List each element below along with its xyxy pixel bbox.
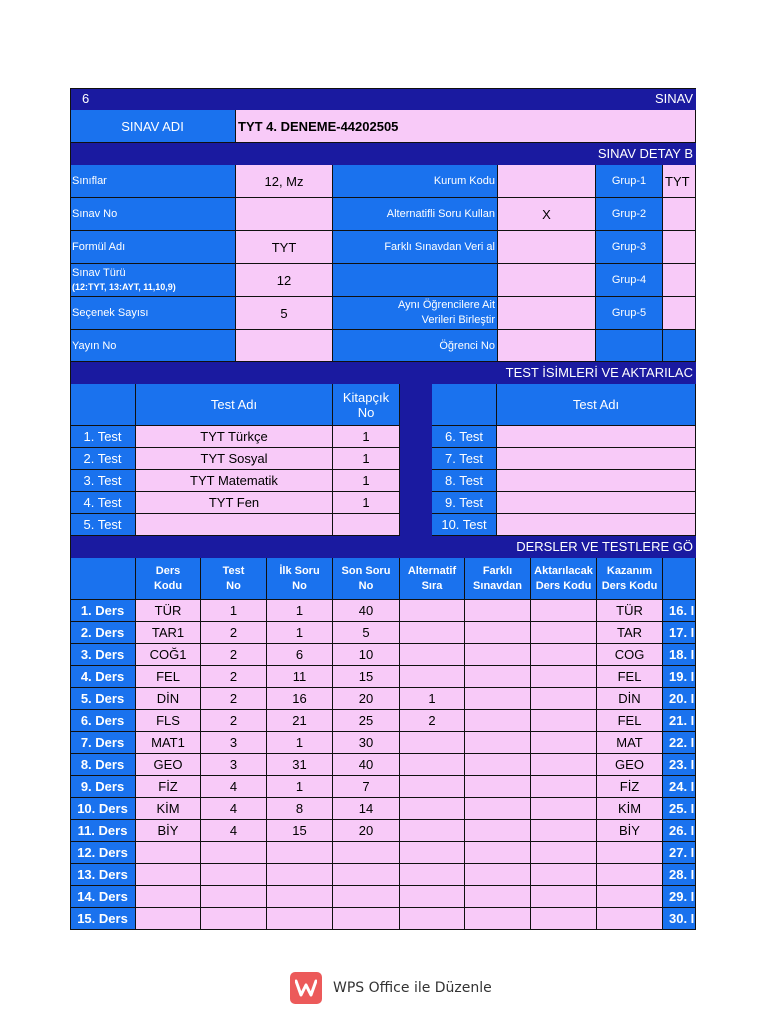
middle-value-2[interactable]: X	[498, 198, 596, 231]
middle-value-1[interactable]	[498, 165, 596, 198]
test-row-name-right[interactable]	[497, 514, 696, 536]
course-diff-cell[interactable]	[465, 732, 531, 754]
course-diff-cell[interactable]	[465, 864, 531, 886]
course-kazanim-cell[interactable]	[597, 908, 663, 930]
middle-label-1: Kurum Kodu	[333, 165, 498, 198]
course-diff-cell[interactable]	[465, 842, 531, 864]
course-transfer-cell[interactable]	[531, 622, 597, 644]
detail-label-3: Formül Adı	[70, 231, 236, 264]
detail-label-6: Yayın No	[70, 330, 236, 362]
course-test-cell[interactable]: 4	[201, 820, 267, 842]
course-last-cell[interactable]	[333, 908, 400, 930]
test-row-name[interactable]: TYT Sosyal	[136, 448, 333, 470]
course-first-cell[interactable]: 31	[267, 754, 333, 776]
courses-header-8	[597, 558, 663, 600]
group-label-3: Grup-3	[596, 231, 663, 264]
test-row-booklet[interactable]: 1	[333, 492, 400, 514]
detail-label-4-line-1: Sınav Türü	[72, 267, 126, 279]
exam-name-label: SINAV ADI	[70, 110, 236, 143]
course-first-cell[interactable]: 21	[267, 710, 333, 732]
course-last-cell[interactable]: 30	[333, 732, 400, 754]
test-row-label-right: 10. Test	[432, 514, 497, 536]
middle-label-4	[333, 264, 498, 297]
test-row-booklet[interactable]: 1	[333, 426, 400, 448]
group-label-4: Grup-4	[596, 264, 663, 297]
detail-value-4[interactable]: 12	[236, 264, 333, 297]
course-code-cell[interactable]	[136, 864, 201, 886]
tests-header-booklet-line-2: No	[357, 404, 375, 420]
course-code-cell[interactable]	[136, 886, 201, 908]
courses-header-4-line-2: No	[358, 579, 374, 592]
course-test-cell[interactable]: 2	[201, 688, 267, 710]
middle-label-2: Alternatifli Soru Kullan	[333, 198, 498, 231]
course-transfer-cell[interactable]	[531, 864, 597, 886]
course-alt-cell[interactable]	[400, 798, 465, 820]
tests-header-name-right: Test Adı	[497, 384, 696, 426]
course-kazanim-cell[interactable]	[597, 864, 663, 886]
course-diff-cell[interactable]	[465, 754, 531, 776]
sheet-title: SINAV	[570, 88, 696, 110]
group-value-4[interactable]	[663, 264, 696, 297]
course-test-cell[interactable]: 4	[201, 776, 267, 798]
group-value-3[interactable]	[663, 231, 696, 264]
detail-label-5: Seçenek Sayısı	[70, 297, 236, 330]
course-transfer-cell[interactable]	[531, 644, 597, 666]
course-diff-cell[interactable]	[465, 622, 531, 644]
course-row-label-right: 25. I	[663, 798, 696, 820]
wps-logo-icon	[290, 972, 322, 1004]
course-code-cell[interactable]: KİM	[136, 798, 201, 820]
course-last-cell[interactable]	[333, 842, 400, 864]
detail-value-6[interactable]	[236, 330, 333, 362]
course-code-cell[interactable]: FİZ	[136, 776, 201, 798]
courses-header-blank	[70, 558, 136, 600]
course-row-label: 11. Ders	[70, 820, 136, 842]
tests-header-blank-right	[432, 384, 497, 426]
courses-header-7	[531, 558, 597, 600]
course-row-label: 1. Ders	[70, 600, 136, 622]
course-first-cell[interactable]	[267, 864, 333, 886]
course-test-cell[interactable]: 2	[201, 644, 267, 666]
group-value-5[interactable]	[663, 297, 696, 330]
course-row-label: 7. Ders	[70, 732, 136, 754]
course-code-cell[interactable]: FEL	[136, 666, 201, 688]
middle-label-6: Öğrenci No	[333, 330, 498, 362]
course-test-cell[interactable]: 2	[201, 622, 267, 644]
course-last-cell[interactable]: 15	[333, 666, 400, 688]
course-alt-cell[interactable]	[400, 864, 465, 886]
course-row-label: 13. Ders	[70, 864, 136, 886]
course-row-label: 8. Ders	[70, 754, 136, 776]
tests-header-name: Test Adı	[136, 384, 333, 426]
middle-label-5	[333, 297, 498, 330]
courses-header-6-line-2: Sınavdan	[473, 579, 522, 592]
course-kazanim-cell[interactable]	[597, 886, 663, 908]
courses-header-4	[333, 558, 400, 600]
test-row-label-right: 8. Test	[432, 470, 497, 492]
course-test-cell[interactable]	[201, 842, 267, 864]
detail-value-1[interactable]: 12, Mz	[236, 165, 333, 198]
course-transfer-cell[interactable]	[531, 732, 597, 754]
courses-header-8-line-1: Kazanım	[606, 564, 653, 577]
course-transfer-cell[interactable]	[531, 842, 597, 864]
courses-header-1	[136, 558, 201, 600]
course-row-label: 6. Ders	[70, 710, 136, 732]
tests-spacer	[400, 448, 432, 470]
course-kazanim-cell[interactable]: TAR	[597, 622, 663, 644]
courses-header-6-line-1: Farklı	[482, 564, 513, 577]
course-first-cell[interactable]	[267, 908, 333, 930]
tests-spacer	[400, 384, 432, 426]
detail-value-5[interactable]: 5	[236, 297, 333, 330]
group-value-2[interactable]	[663, 198, 696, 231]
course-last-cell[interactable]: 14	[333, 798, 400, 820]
course-code-cell[interactable]: GEO	[136, 754, 201, 776]
course-row-label-right: 18. I	[663, 644, 696, 666]
course-transfer-cell[interactable]	[531, 798, 597, 820]
detail-label-4-line-2: (12:TYT, 13:AYT, 11,10,9)	[72, 282, 176, 292]
test-row-label: 5. Test	[70, 514, 136, 536]
course-kazanim-cell[interactable]: FEL	[597, 710, 663, 732]
course-row-label: 14. Ders	[70, 886, 136, 908]
course-alt-cell[interactable]	[400, 644, 465, 666]
test-row-name-right[interactable]	[497, 426, 696, 448]
course-diff-cell[interactable]	[465, 688, 531, 710]
test-row-label-right: 7. Test	[432, 448, 497, 470]
tests-header-booklet	[333, 384, 400, 426]
tests-header-booklet-line-1: Kitapçık	[342, 389, 390, 405]
test-row-label: 4. Test	[70, 492, 136, 514]
test-row-name-right[interactable]	[497, 492, 696, 514]
course-first-cell[interactable]: 11	[267, 666, 333, 688]
course-transfer-cell[interactable]	[531, 600, 597, 622]
course-transfer-cell[interactable]	[531, 754, 597, 776]
course-alt-cell[interactable]: 1	[400, 688, 465, 710]
course-alt-cell[interactable]	[400, 622, 465, 644]
course-transfer-cell[interactable]	[531, 820, 597, 842]
course-row-label-right: 30. I	[663, 908, 696, 930]
group-empty-label	[596, 330, 663, 362]
course-row-label: 4. Ders	[70, 666, 136, 688]
wps-edit-button[interactable]	[290, 972, 492, 1004]
course-code-cell[interactable]: FLS	[136, 710, 201, 732]
courses-header-5	[400, 558, 465, 600]
test-row-name-right[interactable]	[497, 448, 696, 470]
middle-value-4[interactable]	[498, 264, 596, 297]
tests-header-blank	[70, 384, 136, 426]
test-row-label: 1. Test	[70, 426, 136, 448]
course-transfer-cell[interactable]	[531, 710, 597, 732]
course-row-label: 10. Ders	[70, 798, 136, 820]
course-last-cell[interactable]: 40	[333, 600, 400, 622]
middle-value-5[interactable]	[498, 297, 596, 330]
group-label-1: Grup-1	[596, 165, 663, 198]
course-kazanim-cell[interactable]: BİY	[597, 820, 663, 842]
courses-header-6	[465, 558, 531, 600]
tests-spacer	[400, 426, 432, 448]
test-row-label-right: 6. Test	[432, 426, 497, 448]
course-last-cell[interactable]: 5	[333, 622, 400, 644]
course-row-label-right: 26. I	[663, 820, 696, 842]
course-alt-cell[interactable]	[400, 908, 465, 930]
course-kazanim-cell[interactable]	[597, 842, 663, 864]
course-row-label-right: 21. I	[663, 710, 696, 732]
course-first-cell[interactable]: 16	[267, 688, 333, 710]
group-value-1[interactable]: TYT	[663, 165, 696, 198]
course-code-cell[interactable]: TAR1	[136, 622, 201, 644]
course-test-cell[interactable]: 4	[201, 798, 267, 820]
middle-value-3[interactable]	[498, 231, 596, 264]
test-row-booklet[interactable]	[333, 514, 400, 536]
tests-spacer	[400, 470, 432, 492]
course-alt-cell[interactable]	[400, 732, 465, 754]
course-first-cell[interactable]: 1	[267, 622, 333, 644]
course-code-cell[interactable]	[136, 908, 201, 930]
course-first-cell[interactable]: 1	[267, 776, 333, 798]
test-row-label: 3. Test	[70, 470, 136, 492]
course-last-cell[interactable]: 40	[333, 754, 400, 776]
course-alt-cell[interactable]	[400, 666, 465, 688]
course-row-label-right: 16. I	[663, 600, 696, 622]
course-test-cell[interactable]	[201, 886, 267, 908]
course-row-label: 9. Ders	[70, 776, 136, 798]
courses-header-5-line-2: Sıra	[421, 579, 443, 592]
course-code-cell[interactable]: DİN	[136, 688, 201, 710]
course-test-cell[interactable]: 3	[201, 754, 267, 776]
course-alt-cell[interactable]	[400, 754, 465, 776]
course-alt-cell[interactable]	[400, 842, 465, 864]
wps-edit-label: WPS Office ile Düzenle	[333, 980, 492, 996]
exam-name-value[interactable]: TYT 4. DENEME-44202505	[236, 110, 696, 143]
course-last-cell[interactable]	[333, 864, 400, 886]
course-test-cell[interactable]: 3	[201, 732, 267, 754]
course-kazanim-cell[interactable]: KİM	[597, 798, 663, 820]
course-test-cell[interactable]: 1	[201, 600, 267, 622]
courses-header-5-line-1: Alternatif	[407, 564, 457, 577]
course-code-cell[interactable]: TÜR	[136, 600, 201, 622]
courses-header-3-line-2: No	[292, 579, 307, 592]
courses-header-8-line-2: Ders Kodu	[601, 579, 658, 592]
courses-header-1-line-2: Kodu	[153, 579, 183, 592]
course-row-label-right: 19. I	[663, 666, 696, 688]
course-code-cell[interactable]: BİY	[136, 820, 201, 842]
courses-header-right	[663, 558, 696, 600]
middle-value-6[interactable]	[498, 330, 596, 362]
course-code-cell[interactable]: MAT1	[136, 732, 201, 754]
course-last-cell[interactable]: 7	[333, 776, 400, 798]
course-diff-cell[interactable]	[465, 776, 531, 798]
course-first-cell[interactable]	[267, 842, 333, 864]
course-diff-cell[interactable]	[465, 908, 531, 930]
detail-section-title: SINAV DETAY B	[70, 143, 696, 165]
course-diff-cell[interactable]	[465, 600, 531, 622]
course-test-cell[interactable]: 2	[201, 710, 267, 732]
course-test-cell[interactable]	[201, 864, 267, 886]
test-row-name-right[interactable]	[497, 470, 696, 492]
courses-header-4-line-1: Son Soru	[341, 564, 391, 577]
course-row-label-right: 17. I	[663, 622, 696, 644]
course-row-label-right: 20. I	[663, 688, 696, 710]
course-alt-cell[interactable]	[400, 776, 465, 798]
test-row-name[interactable]: TYT Fen	[136, 492, 333, 514]
course-diff-cell[interactable]	[465, 798, 531, 820]
course-transfer-cell[interactable]	[531, 666, 597, 688]
courses-header-3	[267, 558, 333, 600]
test-row-label: 2. Test	[70, 448, 136, 470]
course-diff-cell[interactable]	[465, 644, 531, 666]
course-row-label: 3. Ders	[70, 644, 136, 666]
detail-label-1: Sınıflar	[70, 165, 236, 198]
group-empty-value	[663, 330, 696, 362]
course-test-cell[interactable]: 2	[201, 666, 267, 688]
course-first-cell[interactable]	[267, 886, 333, 908]
course-last-cell[interactable]: 25	[333, 710, 400, 732]
course-transfer-cell[interactable]	[531, 908, 597, 930]
course-alt-cell[interactable]	[400, 600, 465, 622]
detail-value-3[interactable]: TYT	[236, 231, 333, 264]
course-row-label: 15. Ders	[70, 908, 136, 930]
courses-header-2-line-2: No	[226, 579, 241, 592]
course-kazanim-cell[interactable]: COG	[597, 644, 663, 666]
test-row-name[interactable]	[136, 514, 333, 536]
course-test-cell[interactable]	[201, 908, 267, 930]
course-last-cell[interactable]: 10	[333, 644, 400, 666]
course-diff-cell[interactable]	[465, 710, 531, 732]
courses-header-7-line-2: Ders Kodu	[535, 579, 592, 592]
courses-header-7-line-1: Aktarılacak	[534, 564, 593, 577]
course-row-label: 5. Ders	[70, 688, 136, 710]
course-diff-cell[interactable]	[465, 820, 531, 842]
course-transfer-cell[interactable]	[531, 776, 597, 798]
course-row-label-right: 27. I	[663, 842, 696, 864]
course-kazanim-cell[interactable]: FEL	[597, 666, 663, 688]
middle-label-5-line-2: Verileri Birleştir	[421, 314, 495, 326]
course-code-cell[interactable]	[136, 842, 201, 864]
course-first-cell[interactable]: 1	[267, 600, 333, 622]
course-first-cell[interactable]: 1	[267, 732, 333, 754]
course-diff-cell[interactable]	[465, 666, 531, 688]
tests-section-title: TEST İSİMLERİ VE AKTARILAC	[70, 362, 696, 384]
group-label-5: Grup-5	[596, 297, 663, 330]
course-code-cell[interactable]: COĞ1	[136, 644, 201, 666]
sheet-number: 6	[70, 88, 696, 110]
course-kazanim-cell[interactable]: TÜR	[597, 600, 663, 622]
courses-header-3-line-1: İlk Soru	[279, 564, 320, 577]
course-first-cell[interactable]: 8	[267, 798, 333, 820]
test-row-label-right: 9. Test	[432, 492, 497, 514]
course-row-label-right: 23. I	[663, 754, 696, 776]
course-last-cell[interactable]: 20	[333, 820, 400, 842]
middle-label-3: Farklı Sınavdan Veri al	[333, 231, 498, 264]
course-kazanim-cell[interactable]: DİN	[597, 688, 663, 710]
tests-spacer	[400, 492, 432, 514]
tests-spacer	[400, 514, 432, 536]
course-row-label-right: 29. I	[663, 886, 696, 908]
test-row-booklet[interactable]: 1	[333, 448, 400, 470]
middle-label-5-line-1: Aynı Öğrencilere Ait	[397, 299, 495, 311]
course-kazanim-cell[interactable]: GEO	[597, 754, 663, 776]
detail-label-2: Sınav No	[70, 198, 236, 231]
detail-value-2[interactable]	[236, 198, 333, 231]
test-row-booklet[interactable]: 1	[333, 470, 400, 492]
course-diff-cell[interactable]	[465, 886, 531, 908]
courses-section-title: DERSLER VE TESTLERE GÖ	[70, 536, 696, 558]
course-alt-cell[interactable]	[400, 886, 465, 908]
courses-header-2-line-1: Test	[222, 564, 245, 577]
course-kazanim-cell[interactable]: MAT	[597, 732, 663, 754]
course-row-label-right: 28. I	[663, 864, 696, 886]
detail-label-4	[70, 264, 236, 297]
course-last-cell[interactable]	[333, 886, 400, 908]
test-row-name[interactable]: TYT Türkçe	[136, 426, 333, 448]
course-kazanim-cell[interactable]: FİZ	[597, 776, 663, 798]
courses-header-2	[201, 558, 267, 600]
course-row-label-right: 24. I	[663, 776, 696, 798]
course-transfer-cell[interactable]	[531, 688, 597, 710]
course-alt-cell[interactable]: 2	[400, 710, 465, 732]
course-first-cell[interactable]: 6	[267, 644, 333, 666]
course-last-cell[interactable]: 20	[333, 688, 400, 710]
test-row-name[interactable]: TYT Matematik	[136, 470, 333, 492]
course-transfer-cell[interactable]	[531, 886, 597, 908]
course-alt-cell[interactable]	[400, 820, 465, 842]
spreadsheet-grid	[70, 88, 696, 930]
course-first-cell[interactable]: 15	[267, 820, 333, 842]
course-row-label: 2. Ders	[70, 622, 136, 644]
course-row-label: 12. Ders	[70, 842, 136, 864]
course-row-label-right: 22. I	[663, 732, 696, 754]
group-label-2: Grup-2	[596, 198, 663, 231]
courses-header-1-line-1: Ders	[155, 564, 181, 577]
